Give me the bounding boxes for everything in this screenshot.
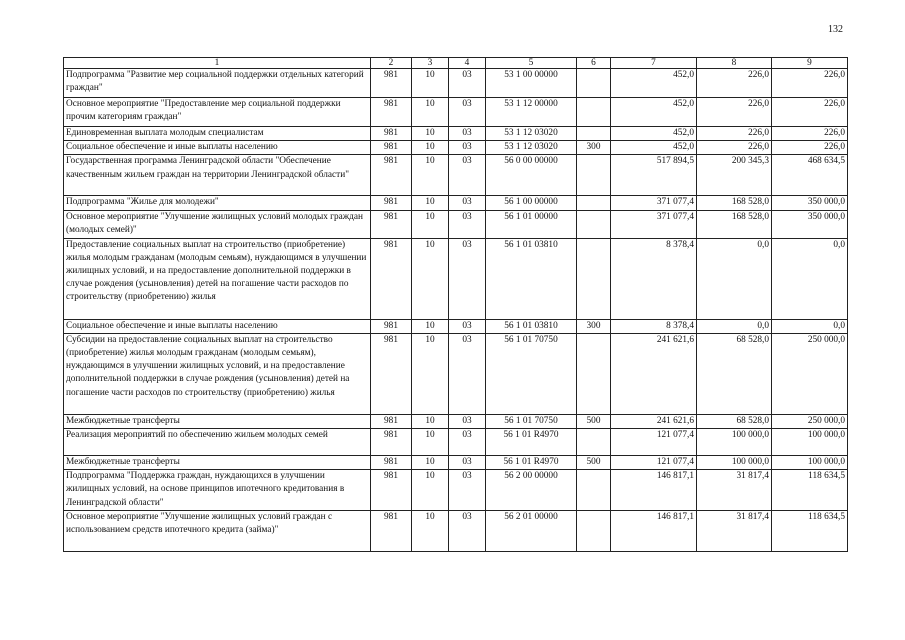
table-row	[64, 455, 848, 469]
subsection-cell: 03	[449, 455, 486, 469]
row-name-cell: Социальное обеспечение и иные выплаты населению	[64, 141, 371, 155]
amount-year1-cell: 121 077,4	[611, 455, 697, 469]
admin-code-cell: 981	[371, 333, 412, 414]
row-name-cell: Единовременная выплата молодым специалистам	[64, 127, 371, 141]
section-cell: 10	[412, 455, 449, 469]
admin-code-cell: 981	[371, 428, 412, 455]
table-row	[64, 196, 848, 210]
section-cell: 10	[412, 98, 449, 127]
amount-year1-cell: 371 077,4	[611, 210, 697, 238]
amount-year3-cell: 118 634,5	[772, 470, 848, 511]
amount-year1-cell: 8 378,4	[611, 319, 697, 333]
amount-year3-cell: 226,0	[772, 69, 848, 98]
amount-year3-cell: 468 634,5	[772, 155, 848, 196]
admin-code-cell: 981	[371, 196, 412, 210]
admin-code-cell: 981	[371, 141, 412, 155]
section-cell: 10	[412, 414, 449, 428]
row-name-cell: Подпрограмма "Жилье для молодежи"	[64, 196, 371, 210]
header-cell: 8	[697, 58, 772, 69]
amount-year1-cell: 146 817,1	[611, 511, 697, 552]
amount-year1-cell: 8 378,4	[611, 238, 697, 319]
admin-code-cell: 981	[371, 210, 412, 238]
budget-table	[63, 57, 848, 552]
table-row	[64, 428, 848, 455]
row-name-cell: Межбюджетные трансферты	[64, 455, 371, 469]
amount-year3-cell: 250 000,0	[772, 333, 848, 414]
admin-code-cell: 981	[371, 455, 412, 469]
target-article-cell: 53 1 12 03020	[486, 127, 577, 141]
table-row	[64, 69, 848, 98]
amount-year1-cell: 241 621,6	[611, 414, 697, 428]
amount-year3-cell: 350 000,0	[772, 210, 848, 238]
subsection-cell: 03	[449, 69, 486, 98]
subsection-cell: 03	[449, 319, 486, 333]
row-name-cell: Предоставление социальных выплат на строительство (приобретение) жилья молодым гражданам (молодым семьям), нуждающимся в улучшении жилищных условий, и на предоставление дополнительной поддержки в случае рождения (усыновления) детей на погашение части расходов по строительству (приобретению) жилья	[64, 238, 371, 319]
row-name-cell: Подпрограмма "Поддержка граждан, нуждающихся в улучшении жилищных условий, на основе принципов ипотечного кредитования в Ленинградской области"	[64, 470, 371, 511]
amount-year2-cell: 226,0	[697, 69, 772, 98]
admin-code-cell: 981	[371, 98, 412, 127]
amount-year2-cell: 31 817,4	[697, 511, 772, 552]
amount-year2-cell: 0,0	[697, 319, 772, 333]
admin-code-cell: 981	[371, 319, 412, 333]
header-cell: 2	[371, 58, 412, 69]
amount-year2-cell: 226,0	[697, 98, 772, 127]
amount-year2-cell: 200 345,3	[697, 155, 772, 196]
amount-year3-cell: 250 000,0	[772, 414, 848, 428]
admin-code-cell: 981	[371, 238, 412, 319]
amount-year1-cell: 452,0	[611, 127, 697, 141]
amount-year2-cell: 31 817,4	[697, 470, 772, 511]
header-cell: 3	[412, 58, 449, 69]
row-name-cell: Основное мероприятие "Предоставление мер социальной поддержки прочим категориям граждан"	[64, 98, 371, 127]
subsection-cell: 03	[449, 210, 486, 238]
admin-code-cell: 981	[371, 69, 412, 98]
header-cell: 1	[64, 58, 371, 69]
table-row	[64, 511, 848, 552]
amount-year2-cell: 226,0	[697, 127, 772, 141]
expense-type-cell	[577, 98, 611, 127]
section-cell: 10	[412, 428, 449, 455]
table-row	[64, 333, 848, 414]
amount-year2-cell: 100 000,0	[697, 428, 772, 455]
table-row	[64, 98, 848, 127]
header-cell: 5	[486, 58, 577, 69]
row-name-cell: Подпрограмма "Развитие мер социальной поддержки отдельных категорий граждан"	[64, 69, 371, 98]
expense-type-cell	[577, 127, 611, 141]
amount-year3-cell: 226,0	[772, 98, 848, 127]
target-article-cell: 56 1 01 70750	[486, 414, 577, 428]
subsection-cell: 03	[449, 238, 486, 319]
target-article-cell: 53 1 12 00000	[486, 98, 577, 127]
section-cell: 10	[412, 238, 449, 319]
target-article-cell: 53 1 00 00000	[486, 69, 577, 98]
header-row	[64, 58, 848, 69]
admin-code-cell: 981	[371, 155, 412, 196]
amount-year1-cell: 452,0	[611, 69, 697, 98]
target-article-cell: 56 2 00 00000	[486, 470, 577, 511]
amount-year3-cell: 226,0	[772, 127, 848, 141]
amount-year1-cell: 241 621,6	[611, 333, 697, 414]
expense-type-cell	[577, 196, 611, 210]
amount-year2-cell: 168 528,0	[697, 196, 772, 210]
amount-year1-cell: 121 077,4	[611, 428, 697, 455]
expense-type-cell	[577, 333, 611, 414]
section-cell: 10	[412, 127, 449, 141]
expense-type-cell: 500	[577, 414, 611, 428]
header-cell: 7	[611, 58, 697, 69]
amount-year1-cell: 371 077,4	[611, 196, 697, 210]
expense-type-cell: 300	[577, 319, 611, 333]
target-article-cell: 53 1 12 03020	[486, 141, 577, 155]
subsection-cell: 03	[449, 428, 486, 455]
target-article-cell: 56 1 01 03810	[486, 319, 577, 333]
table-row	[64, 470, 848, 511]
header-cell: 9	[772, 58, 848, 69]
amount-year3-cell: 100 000,0	[772, 428, 848, 455]
target-article-cell: 56 0 00 00000	[486, 155, 577, 196]
section-cell: 10	[412, 196, 449, 210]
amount-year1-cell: 517 894,5	[611, 155, 697, 196]
expense-type-cell	[577, 428, 611, 455]
row-name-cell: Социальное обеспечение и иные выплаты населению	[64, 319, 371, 333]
expense-type-cell	[577, 69, 611, 98]
row-name-cell: Реализация мероприятий по обеспечению жильем молодых семей	[64, 428, 371, 455]
subsection-cell: 03	[449, 470, 486, 511]
section-cell: 10	[412, 333, 449, 414]
subsection-cell: 03	[449, 414, 486, 428]
target-article-cell: 56 1 01 03810	[486, 238, 577, 319]
row-name-cell: Межбюджетные трансферты	[64, 414, 371, 428]
amount-year3-cell: 100 000,0	[772, 455, 848, 469]
expense-type-cell	[577, 210, 611, 238]
section-cell: 10	[412, 210, 449, 238]
admin-code-cell: 981	[371, 511, 412, 552]
subsection-cell: 03	[449, 333, 486, 414]
section-cell: 10	[412, 141, 449, 155]
target-article-cell: 56 1 01 R4970	[486, 455, 577, 469]
amount-year3-cell: 350 000,0	[772, 196, 848, 210]
target-article-cell: 56 1 00 00000	[486, 196, 577, 210]
expense-type-cell	[577, 155, 611, 196]
header-cell: 6	[577, 58, 611, 69]
page-number: 132	[828, 24, 843, 35]
amount-year2-cell: 100 000,0	[697, 455, 772, 469]
row-name-cell: Субсидии на предоставление социальных выплат на строительство (приобретение) жилья молодым гражданам (молодым семьям), нуждающимся в улучшении жилищных условий, и на предоставление дополнительной поддержки в случае рождения (усыновления) детей на погашение части расходов по строительству (приобретению) жилья	[64, 333, 371, 414]
amount-year2-cell: 68 528,0	[697, 414, 772, 428]
subsection-cell: 03	[449, 155, 486, 196]
table-row	[64, 414, 848, 428]
table-row	[64, 127, 848, 141]
subsection-cell: 03	[449, 196, 486, 210]
row-name-cell: Основное мероприятие "Улучшение жилищных условий граждан с использованием средств ипотечного кредита (займа)"	[64, 511, 371, 552]
amount-year1-cell: 452,0	[611, 141, 697, 155]
subsection-cell: 03	[449, 127, 486, 141]
target-article-cell: 56 1 01 00000	[486, 210, 577, 238]
subsection-cell: 03	[449, 511, 486, 552]
section-cell: 10	[412, 470, 449, 511]
section-cell: 10	[412, 319, 449, 333]
admin-code-cell: 981	[371, 470, 412, 511]
expense-type-cell	[577, 511, 611, 552]
amount-year2-cell: 168 528,0	[697, 210, 772, 238]
admin-code-cell: 981	[371, 127, 412, 141]
row-name-cell: Государственная программа Ленинградской области "Обеспечение качественным жильем граждан на территории Ленинградской области"	[64, 155, 371, 196]
amount-year3-cell: 0,0	[772, 238, 848, 319]
section-cell: 10	[412, 155, 449, 196]
amount-year2-cell: 226,0	[697, 141, 772, 155]
row-name-cell: Основное мероприятие "Улучшение жилищных условий молодых граждан (молодых семей)"	[64, 210, 371, 238]
table-row	[64, 210, 848, 238]
amount-year1-cell: 452,0	[611, 98, 697, 127]
amount-year3-cell: 118 634,5	[772, 511, 848, 552]
admin-code-cell: 981	[371, 414, 412, 428]
expense-type-cell	[577, 238, 611, 319]
expense-type-cell: 300	[577, 141, 611, 155]
expense-type-cell	[577, 470, 611, 511]
subsection-cell: 03	[449, 141, 486, 155]
section-cell: 10	[412, 69, 449, 98]
target-article-cell: 56 1 01 70750	[486, 333, 577, 414]
amount-year2-cell: 68 528,0	[697, 333, 772, 414]
amount-year1-cell: 146 817,1	[611, 470, 697, 511]
expense-type-cell: 500	[577, 455, 611, 469]
table-row	[64, 155, 848, 196]
table-row	[64, 319, 848, 333]
section-cell: 10	[412, 511, 449, 552]
table-row	[64, 238, 848, 319]
amount-year3-cell: 226,0	[772, 141, 848, 155]
target-article-cell: 56 1 01 R4970	[486, 428, 577, 455]
header-cell: 4	[449, 58, 486, 69]
amount-year2-cell: 0,0	[697, 238, 772, 319]
amount-year3-cell: 0,0	[772, 319, 848, 333]
target-article-cell: 56 2 01 00000	[486, 511, 577, 552]
subsection-cell: 03	[449, 98, 486, 127]
table-row	[64, 141, 848, 155]
